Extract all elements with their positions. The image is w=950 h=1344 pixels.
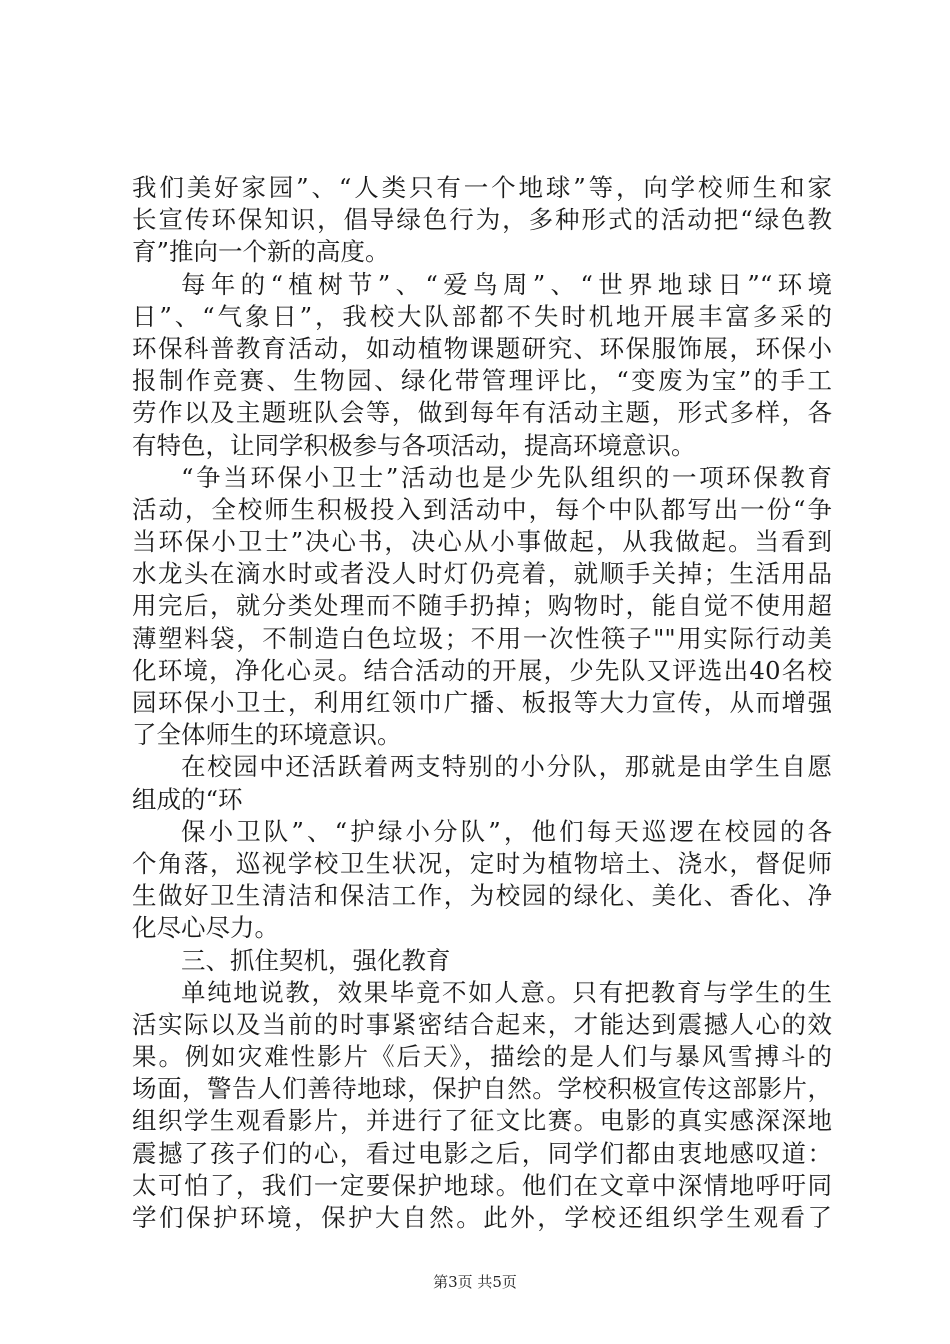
text-line: 组织学生观看影片，并进行了征文比赛。电影的真实感深深地 (132, 1106, 832, 1136)
text-line: 当环保小卫士”决心书，决心从小事做起，从我做起。当看到 (132, 527, 832, 557)
text-line: 活动，全校师生积极投入到活动中，每个中队都写出一份“争 (132, 494, 832, 524)
text-line: 单纯地说教，效果毕竟不如人意。只有把教育与学生的生 (181, 977, 832, 1007)
text-line: 育”推向一个新的高度。 (132, 237, 390, 267)
text-line: 环保科普教育活动，如动植物课题研究、环保服饰展，环保小 (132, 333, 832, 363)
text-line: 活实际以及当前的时事紧密结合起来，才能达到震撼人心的效 (132, 1009, 832, 1039)
text-line: 有特色，让同学积极参与各项活动，提高环境意识。 (132, 430, 696, 460)
text-line: “争当环保小卫士”活动也是少先队组织的一项环保教育 (181, 462, 832, 492)
page-number: 第3页 共5页 (433, 1273, 517, 1291)
text-line: 日”、“气象日”，我校大队部都不失时机地开展丰富多采的 (132, 301, 832, 331)
text-line: 保小卫队”、“护绿小分队”，他们每天巡逻在校园的各 (181, 816, 832, 846)
text-line: 学们保护环境，保护大自然。此外，学校还组织学生观看了 (132, 1203, 832, 1232)
text-line: 组成的“环 (132, 784, 243, 814)
text-line: 生做好卫生清洁和保洁工作，为校园的绿化、美化、香化、净 (132, 881, 832, 911)
text-line: 水龙头在滴水时或者没人时灯仍亮着，就顺手关掉；生活用品 (132, 559, 832, 589)
text-line: 我们美好家园”、“人类只有一个地球”等，向学校师生和家 (132, 173, 832, 202)
text-line: 在校园中还活跃着两支特别的小分队，那就是由学生自愿 (181, 752, 832, 782)
text-line: 了全体师生的环境意识。 (132, 720, 402, 750)
text-line: 个角落，巡视学校卫生状况，定时为植物培土、浇水，督促师 (132, 848, 832, 878)
text-line: 震撼了孩子们的心，看过电影之后，同学们都由衷地感叹道： (132, 1138, 832, 1168)
text-line: 长宣传环保知识，倡导绿色行为，多种形式的活动把“绿色教 (132, 205, 832, 235)
text-line: 太可怕了，我们一定要保护地球。他们在文章中深情地呼吁同 (132, 1170, 832, 1200)
text-line: 化尽心尽力。 (132, 913, 279, 943)
text-line: 报制作竞赛、生物园、绿化带管理评比，“变废为宝”的手工 (132, 366, 832, 396)
text-line: 场面，警告人们善待地球，保护自然。学校积极宣传这部影片， (132, 1074, 832, 1104)
text-line: 果。例如灾难性影片《后天》，描绘的是人们与暴风雪搏斗的 (132, 1042, 832, 1072)
section-heading: 三、抓住契机，强化教育 (181, 945, 451, 975)
text-line: 用完后，就分类处理而不随手扔掉；购物时，能自觉不使用超 (132, 591, 832, 621)
text-line: 每年的“植树节”、“爱鸟周”、“世界地球日”“环境 (181, 269, 832, 299)
text-line: 园环保小卫士，利用红领巾广播、板报等大力宣传，从而增强 (132, 688, 832, 717)
text-line: 劳作以及主题班队会等，做到每年有活动主题，形式多样，各 (132, 398, 832, 428)
text-line: 化环境，净化心灵。结合活动的开展，少先队又评选出40名校 (132, 655, 832, 685)
text-line: 薄塑料袋，不制造白色垃圾；不用一次性筷子""用实际行动美 (132, 623, 832, 653)
document-body (132, 172, 832, 1234)
